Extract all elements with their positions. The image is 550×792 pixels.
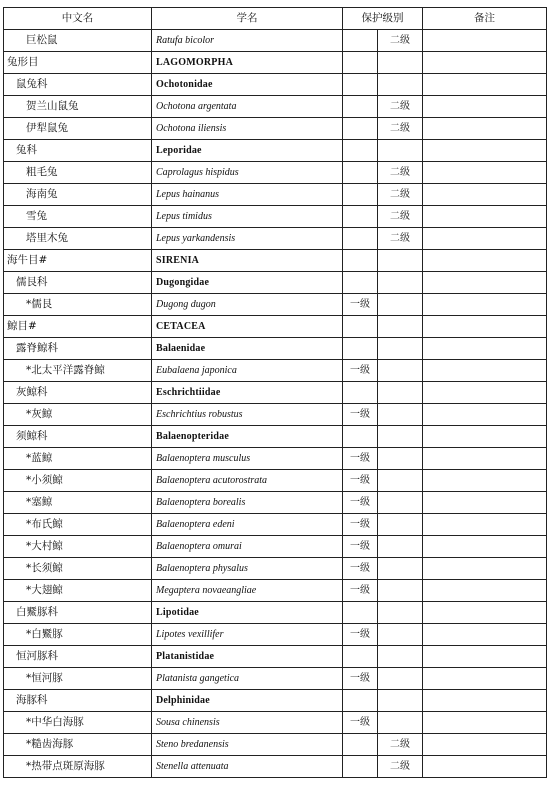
level-two-cell: 二级 — [378, 96, 423, 118]
chinese-name-cell: 塔里木兔 — [4, 228, 152, 250]
header-chinese-name: 中文名 — [4, 8, 152, 30]
level-two-cell: 二级 — [378, 228, 423, 250]
species-row — [4, 96, 547, 118]
species-row — [4, 536, 547, 558]
scientific-name-cell: Lipotidae — [152, 602, 343, 624]
scientific-name-cell: Dugong dugon — [152, 294, 343, 316]
species-row — [4, 228, 547, 250]
level-one-cell: 一级 — [343, 536, 378, 558]
chinese-name-cell: *白鱀豚 — [4, 624, 152, 646]
level-one-cell — [343, 426, 378, 448]
chinese-name-cell: 鼠兔科 — [4, 74, 152, 96]
scientific-name-cell: Steno bredanensis — [152, 734, 343, 756]
level-two-cell — [378, 624, 423, 646]
remarks-cell — [423, 580, 547, 602]
level-one-cell — [343, 316, 378, 338]
level-two-cell — [378, 514, 423, 536]
scientific-name-cell: Ochotonidae — [152, 74, 343, 96]
family-row — [4, 74, 547, 96]
scientific-name-cell: Balaenopteridae — [152, 426, 343, 448]
species-row — [4, 492, 547, 514]
scientific-name-cell: Sousa chinensis — [152, 712, 343, 734]
header-protection-level: 保护级别 — [343, 8, 423, 30]
family-row — [4, 426, 547, 448]
scientific-name-cell: Balaenidae — [152, 338, 343, 360]
scientific-name-cell: Ochotona argentata — [152, 96, 343, 118]
level-two-cell — [378, 426, 423, 448]
chinese-name-cell: 白鱀豚科 — [4, 602, 152, 624]
remarks-cell — [423, 74, 547, 96]
family-row — [4, 272, 547, 294]
remarks-cell — [423, 360, 547, 382]
species-row — [4, 30, 547, 52]
chinese-name-cell: *灰鲸 — [4, 404, 152, 426]
species-row — [4, 558, 547, 580]
remarks-cell — [423, 514, 547, 536]
remarks-cell — [423, 756, 547, 778]
chinese-name-cell: *小须鲸 — [4, 470, 152, 492]
species-row — [4, 206, 547, 228]
remarks-cell — [423, 712, 547, 734]
level-two-cell — [378, 668, 423, 690]
level-two-cell: 二级 — [378, 184, 423, 206]
level-two-cell — [378, 360, 423, 382]
level-two-cell: 二级 — [378, 162, 423, 184]
chinese-name-cell: 灰鲸科 — [4, 382, 152, 404]
order-row — [4, 316, 547, 338]
chinese-name-cell: *塞鲸 — [4, 492, 152, 514]
scientific-name-cell: Balaenoptera musculus — [152, 448, 343, 470]
level-two-cell — [378, 690, 423, 712]
chinese-name-cell: *大翅鲸 — [4, 580, 152, 602]
remarks-cell — [423, 162, 547, 184]
level-one-cell: 一级 — [343, 712, 378, 734]
remarks-cell — [423, 602, 547, 624]
species-row — [4, 712, 547, 734]
level-one-cell: 一级 — [343, 580, 378, 602]
scientific-name-cell: SIRENIA — [152, 250, 343, 272]
level-one-cell — [343, 184, 378, 206]
family-row — [4, 382, 547, 404]
family-row — [4, 690, 547, 712]
chinese-name-cell: *大村鲸 — [4, 536, 152, 558]
chinese-name-cell: 鲸目# — [4, 316, 152, 338]
scientific-name-cell: Megaptera novaeangliae — [152, 580, 343, 602]
chinese-name-cell: 兔形目 — [4, 52, 152, 74]
remarks-cell — [423, 272, 547, 294]
level-one-cell: 一级 — [343, 470, 378, 492]
scientific-name-cell: Eschrichtius robustus — [152, 404, 343, 426]
species-row — [4, 118, 547, 140]
remarks-cell — [423, 536, 547, 558]
chinese-name-cell: *糙齿海豚 — [4, 734, 152, 756]
level-two-cell — [378, 338, 423, 360]
level-two-cell — [378, 712, 423, 734]
scientific-name-cell: Balaenoptera physalus — [152, 558, 343, 580]
scientific-name-cell: Delphinidae — [152, 690, 343, 712]
level-two-cell — [378, 602, 423, 624]
family-row — [4, 338, 547, 360]
level-one-cell: 一级 — [343, 514, 378, 536]
species-row — [4, 360, 547, 382]
remarks-cell — [423, 448, 547, 470]
chinese-name-cell: 雪兔 — [4, 206, 152, 228]
level-one-cell — [343, 734, 378, 756]
chinese-name-cell: *热带点斑原海豚 — [4, 756, 152, 778]
level-two-cell — [378, 470, 423, 492]
family-row — [4, 646, 547, 668]
remarks-cell — [423, 404, 547, 426]
scientific-name-cell: Ochotona iliensis — [152, 118, 343, 140]
level-one-cell — [343, 338, 378, 360]
remarks-cell — [423, 206, 547, 228]
remarks-cell — [423, 492, 547, 514]
remarks-cell — [423, 184, 547, 206]
family-row — [4, 140, 547, 162]
level-one-cell — [343, 52, 378, 74]
species-row — [4, 624, 547, 646]
chinese-name-cell: 巨松鼠 — [4, 30, 152, 52]
scientific-name-cell: Balaenoptera borealis — [152, 492, 343, 514]
species-row — [4, 470, 547, 492]
chinese-name-cell: 伊犁鼠兔 — [4, 118, 152, 140]
level-two-cell — [378, 250, 423, 272]
scientific-name-cell: Eubalaena japonica — [152, 360, 343, 382]
remarks-cell — [423, 250, 547, 272]
chinese-name-cell: *布氏鲸 — [4, 514, 152, 536]
level-one-cell — [343, 96, 378, 118]
header-remarks: 备注 — [423, 8, 547, 30]
level-two-cell: 二级 — [378, 734, 423, 756]
scientific-name-cell: Dugongidae — [152, 272, 343, 294]
order-row — [4, 52, 547, 74]
chinese-name-cell: 粗毛兔 — [4, 162, 152, 184]
level-one-cell — [343, 118, 378, 140]
species-row — [4, 734, 547, 756]
remarks-cell — [423, 30, 547, 52]
level-one-cell: 一级 — [343, 404, 378, 426]
level-two-cell — [378, 448, 423, 470]
scientific-name-cell: Balaenoptera omurai — [152, 536, 343, 558]
level-two-cell — [378, 74, 423, 96]
scientific-name-cell: LAGOMORPHA — [152, 52, 343, 74]
scientific-name-cell: Caprolagus hispidus — [152, 162, 343, 184]
remarks-cell — [423, 426, 547, 448]
scientific-name-cell: CETACEA — [152, 316, 343, 338]
chinese-name-cell: *恒河豚 — [4, 668, 152, 690]
remarks-cell — [423, 96, 547, 118]
scientific-name-cell: Platanista gangetica — [152, 668, 343, 690]
level-one-cell: 一级 — [343, 558, 378, 580]
species-row — [4, 514, 547, 536]
species-row — [4, 294, 547, 316]
remarks-cell — [423, 668, 547, 690]
level-two-cell — [378, 316, 423, 338]
remarks-cell — [423, 624, 547, 646]
chinese-name-cell: *中华白海豚 — [4, 712, 152, 734]
scientific-name-cell: Lepus yarkandensis — [152, 228, 343, 250]
scientific-name-cell: Ratufa bicolor — [152, 30, 343, 52]
remarks-cell — [423, 382, 547, 404]
level-two-cell: 二级 — [378, 756, 423, 778]
species-row — [4, 756, 547, 778]
table-header — [4, 8, 547, 30]
remarks-cell — [423, 646, 547, 668]
remarks-cell — [423, 690, 547, 712]
level-one-cell: 一级 — [343, 360, 378, 382]
chinese-name-cell: *蓝鲸 — [4, 448, 152, 470]
chinese-name-cell: 海豚科 — [4, 690, 152, 712]
level-one-cell — [343, 30, 378, 52]
level-one-cell: 一级 — [343, 294, 378, 316]
level-one-cell — [343, 382, 378, 404]
scientific-name-cell: Lepus hainanus — [152, 184, 343, 206]
level-one-cell — [343, 206, 378, 228]
remarks-cell — [423, 140, 547, 162]
header-scientific-name: 学名 — [152, 8, 343, 30]
level-two-cell — [378, 140, 423, 162]
chinese-name-cell: *儒艮 — [4, 294, 152, 316]
level-one-cell: 一级 — [343, 448, 378, 470]
table-body — [4, 30, 547, 778]
remarks-cell — [423, 470, 547, 492]
level-two-cell — [378, 580, 423, 602]
level-two-cell: 二级 — [378, 206, 423, 228]
chinese-name-cell: 儒艮科 — [4, 272, 152, 294]
level-two-cell — [378, 646, 423, 668]
chinese-name-cell: 海牛目# — [4, 250, 152, 272]
level-one-cell — [343, 228, 378, 250]
level-one-cell — [343, 602, 378, 624]
header-row — [4, 8, 547, 30]
level-one-cell — [343, 272, 378, 294]
level-one-cell: 一级 — [343, 668, 378, 690]
chinese-name-cell: 兔科 — [4, 140, 152, 162]
level-two-cell — [378, 492, 423, 514]
level-one-cell — [343, 74, 378, 96]
order-row — [4, 250, 547, 272]
species-row — [4, 668, 547, 690]
remarks-cell — [423, 228, 547, 250]
scientific-name-cell: Eschrichtiidae — [152, 382, 343, 404]
scientific-name-cell: Balaenoptera acutorostrata — [152, 470, 343, 492]
species-row — [4, 162, 547, 184]
chinese-name-cell: 恒河豚科 — [4, 646, 152, 668]
remarks-cell — [423, 558, 547, 580]
level-two-cell — [378, 294, 423, 316]
level-two-cell — [378, 536, 423, 558]
remarks-cell — [423, 294, 547, 316]
remarks-cell — [423, 52, 547, 74]
level-two-cell — [378, 404, 423, 426]
level-one-cell — [343, 162, 378, 184]
remarks-cell — [423, 734, 547, 756]
scientific-name-cell: Stenella attenuata — [152, 756, 343, 778]
level-one-cell — [343, 646, 378, 668]
species-protection-table — [3, 7, 547, 778]
level-two-cell — [378, 382, 423, 404]
scientific-name-cell: Leporidae — [152, 140, 343, 162]
scientific-name-cell: Lepus timidus — [152, 206, 343, 228]
level-two-cell — [378, 558, 423, 580]
level-two-cell — [378, 272, 423, 294]
scientific-name-cell: Lipotes vexillifer — [152, 624, 343, 646]
species-row — [4, 184, 547, 206]
level-one-cell — [343, 690, 378, 712]
remarks-cell — [423, 118, 547, 140]
scientific-name-cell: Platanistidae — [152, 646, 343, 668]
remarks-cell — [423, 338, 547, 360]
level-one-cell — [343, 140, 378, 162]
level-one-cell: 一级 — [343, 624, 378, 646]
species-row — [4, 580, 547, 602]
chinese-name-cell: 须鲸科 — [4, 426, 152, 448]
chinese-name-cell: *北太平洋露脊鲸 — [4, 360, 152, 382]
level-two-cell — [378, 52, 423, 74]
level-one-cell — [343, 756, 378, 778]
level-one-cell: 一级 — [343, 492, 378, 514]
level-two-cell: 二级 — [378, 30, 423, 52]
level-one-cell — [343, 250, 378, 272]
remarks-cell — [423, 316, 547, 338]
scientific-name-cell: Balaenoptera edeni — [152, 514, 343, 536]
level-two-cell: 二级 — [378, 118, 423, 140]
species-row — [4, 404, 547, 426]
species-row — [4, 448, 547, 470]
chinese-name-cell: *长须鲸 — [4, 558, 152, 580]
chinese-name-cell: 贺兰山鼠兔 — [4, 96, 152, 118]
chinese-name-cell: 海南兔 — [4, 184, 152, 206]
chinese-name-cell: 露脊鲸科 — [4, 338, 152, 360]
family-row — [4, 602, 547, 624]
